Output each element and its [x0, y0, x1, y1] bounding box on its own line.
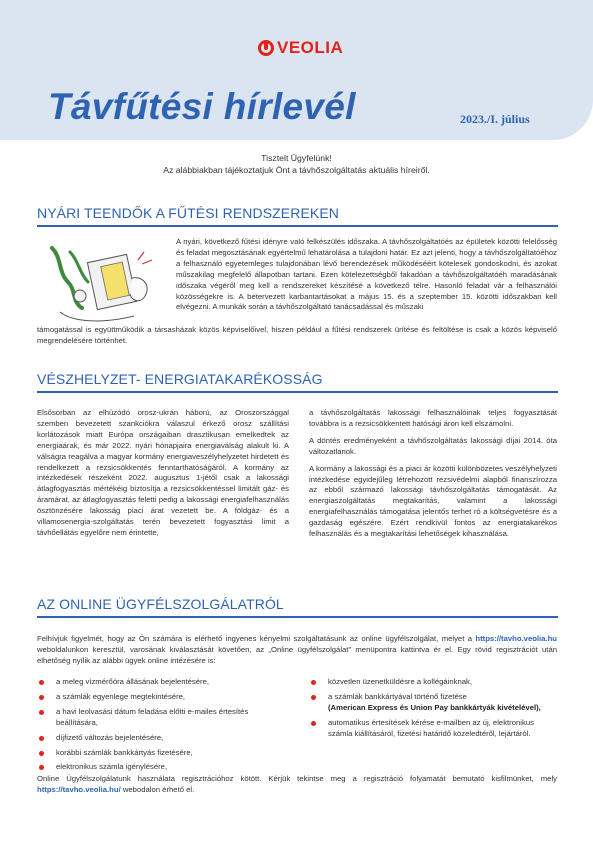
list-item: automatikus értesítések kérése e-mailben az új, elektronikus számla kiállításáról, fizetési határidő közeledtéről, lejártáról. — [309, 718, 557, 740]
online-service-footer — [37, 774, 557, 796]
online-service-intro — [37, 634, 557, 667]
section-title-online-service: AZ ONLINE ÜGYFÉLSZOLGÁLATRÓL — [37, 596, 284, 612]
issue-date: 2023./I. július — [460, 112, 530, 126]
newsletter-title: Távfűtési hírlevél — [48, 86, 356, 127]
list-item: elektronikus számla igénylésére, — [37, 762, 289, 773]
online-foot-text-end: webodalon érhető el. — [120, 784, 195, 794]
list-item: a havi leolvasási dátum feladása előtti e-mailes értesítés beállítására, — [37, 707, 289, 729]
section-divider — [37, 391, 558, 393]
list-item: díjfizető változás bejelentésére, — [37, 733, 289, 744]
summer-tasks-paragraph-continued: támogatással is együttműködik a társasházak közös képviselőivel, hiszen például a fűtési rendszerek ürítése és feltöltése is csak a közös képviselő megrendelésére történhet. — [37, 325, 557, 345]
section-divider — [37, 225, 558, 227]
section-title-energy-saving: VÉSZHELYZET- ENERGIATAKARÉKOSSÁG — [37, 371, 323, 387]
list-item — [309, 692, 557, 714]
tavho-veolia-video-link[interactable]: https://tavho.veolia.hu/ — [37, 784, 121, 794]
tavho-veolia-link[interactable]: https://tavho.veolia.hu — [475, 634, 557, 643]
greeting-intro: Az alábbiakban tájékoztatjuk Önt a távhőszolgáltatás aktuális híreiről. — [163, 165, 430, 175]
energy-right-paragraph-1: a távhőszolgáltatás lakossági felhasználóinak teljes fogyasztását továbbra is a rezsicsökkentett hatósági áron kell elszámolni. — [309, 408, 557, 428]
online-intro-text: Felhívjuk figyelmét, hogy az Ön számára is elérhető ingyenes kényelmi szolgáltatásunk az online ügyfélszolgálat, melyet a — [37, 634, 476, 643]
energy-right-paragraph-3: A kormány a lakossági és a piaci ár közötti különbözetes veszélyhelyzeti intézkedése egyidejűleg létrehozott rezsivédelmi alapból finanszírozza az ebből származó lakossági távhőszolgáltatás támogatását. Az energiaszolgáltatás megtakarítás, valamint a lakossági energiafelhasználás támogatása jelentős terhet ró a költségvetésre és a gazdaság egészére. Ezért rendkívül fontos az energiatakarékos felhasználás és a megtakarítási lehetőségek kihasználása. — [309, 463, 557, 539]
card-exception-note: (American Express és Union Pay bankkártyák kivételével), — [328, 702, 541, 712]
radiator-cartoon-illustration — [42, 238, 160, 326]
energy-right-paragraph-2: A döntés eredményeként a távhőszolgáltatás lakossági díjai 2014. óta változatlanok. — [309, 435, 557, 456]
list-item: korábbi számlák bankkártyás fizetésére, — [37, 748, 289, 759]
list-item: közvetlen üzenetküldésre a kollégáinknak, — [309, 677, 557, 688]
section-title-summer-tasks: NYÁRI TEENDŐK A FŰTÉSI RENDSZEREKEN — [37, 205, 339, 221]
online-foot-text: Online Ügyfélszolgálatunk használata regisztrációhoz kötött. Kérjük tekintse meg a regisztráció folyamatát bemutató kisfilmünket, mely — [37, 774, 557, 783]
online-features-list-right — [309, 677, 557, 744]
veolia-logo-text: VEOLIA — [277, 38, 344, 57]
online-intro-text-continued: weboldalunkon keresztül, varosának kiválasztását követően, az „Online ügyfélszolgálat” menüpontra kattintva ér el. Egy rövid regisztrációt után elhetőség nyílik az alábbi ügyek online intézésére is: — [37, 644, 557, 665]
online-features-list-left — [37, 677, 289, 777]
list-item-text: a számlák bankkártyával történő fizetése — [328, 691, 467, 701]
section-divider — [37, 616, 558, 618]
list-item: a számlák egyenlege megtekintésére, — [37, 692, 289, 703]
energy-crisis-paragraph: Elsősorban az elhúzódó orosz-ukrán háború, az Oroszországgal szemben bevezetett szankciókra válaszul érkező orosz szállítási korlátozások miatt Európa országaiban drasztikusan emelkedtek az energiaárak, és már 2022. nyári hónapjaira energiaválság alakult ki. A válságra reagálva a magyar kormány energiaveszélyhelyzetet hirdetett és rendelkezett a rezsicsökkentés fenntarthatóságáról. A kormány az intézkedések részeként 2022. augusztus 1-jétől csak a lakossági átlagfogyasztás mértékéig biztosítja a rezsicsökkentéssel limitált gáz- és áramárat, az átlagfogyasztás feletti pedig a lakossági energiafelhasználás ösztönzésére lakosság piaci árat vezetett be. A földgáz- és a villamosenergia-szolgáltatás terén bevezetett fogyasztási limit a távhőellátás egyelőre nem érintette, — [37, 408, 289, 537]
list-item: a meleg vízmérőóra állásának bejelentésére, — [37, 677, 289, 688]
veolia-logo-mark-icon — [258, 40, 274, 56]
summer-tasks-paragraph: A nyári, következő fűtési idényre való felkészülés időszaka. A távhőszolgáltatóés az épületek közötti felelősség és feladat megosztásának egyértelmű lehatárolása a tulajdoni határ. Ez azt jelenti, hogy a távhőszolgáltatóéhoz a felhasználó egyetemleges tulajdonában lévő berendezések működéséért kötelesek gondoskodni, és azokat műszakilag megfelelő állapotban tartani. Ezen kötelezettségből fakadóan a távhőszolgáltatóéh maradásának időszaka végéről meg kell a rendszereket készítésé a következő télre. Hasonló feladat vár a felhasználói közösségekre is. A betervezett karbantartásokat a május 15. és a szeptember 15. közötti időszakban kell elvégezni. A munkák során a távhőszolgáltató tanácsadással és műszaki — [176, 237, 557, 312]
veolia-logo — [258, 38, 343, 58]
greeting-salutation: Tisztelt Ügyfelünk! — [261, 153, 332, 163]
energy-right-column — [309, 408, 557, 546]
greeting — [0, 152, 593, 176]
